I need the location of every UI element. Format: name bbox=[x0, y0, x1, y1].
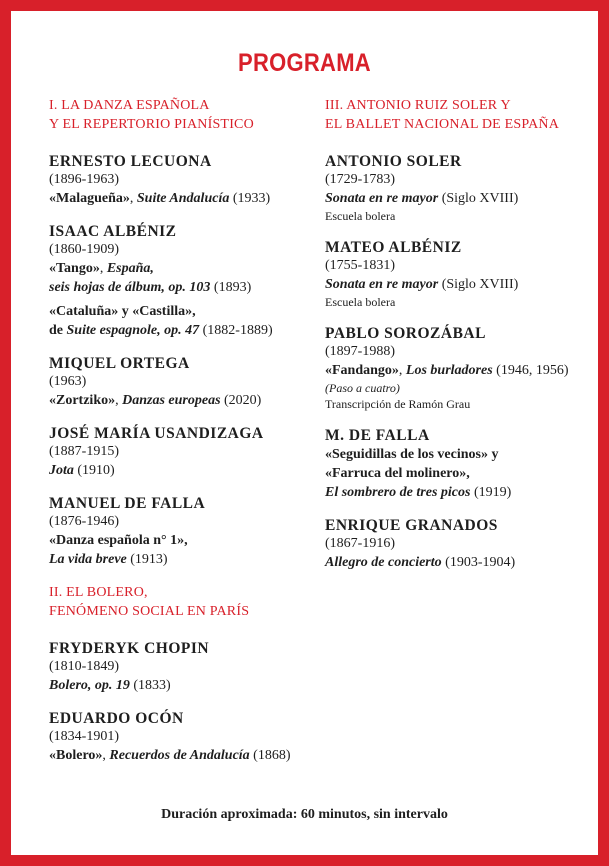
composer-name: FRYDERYK CHOPIN bbox=[49, 640, 210, 657]
duration-footer: Duración aproximada: 60 minutos, sin intervalo bbox=[161, 807, 448, 822]
work-separator: , bbox=[129, 191, 137, 206]
work-collection: Suite Andalucía bbox=[136, 191, 230, 206]
work-date: (1910) bbox=[73, 463, 115, 478]
composer-name: PABLO SOROZÁBAL bbox=[325, 325, 486, 342]
section-heading-line: III. ANTONIO RUIZ SOLER Y bbox=[325, 98, 511, 113]
work-note: Transcripción de Ramón Grau bbox=[325, 397, 471, 411]
work-collection: Recuerdos de Andalucía bbox=[109, 748, 250, 763]
work-line bbox=[49, 278, 317, 297]
work-date: (1903-1904) bbox=[441, 555, 516, 570]
work-date: (1868) bbox=[249, 748, 291, 763]
work-date: (1919) bbox=[470, 485, 512, 500]
section-heading-line: II. EL BOLERO, bbox=[49, 585, 148, 600]
work-note: Escuela bolera bbox=[325, 295, 396, 309]
section-heading-2 bbox=[49, 583, 317, 621]
page-title: PROGRAMA bbox=[238, 49, 371, 77]
entry-m-de-falla bbox=[325, 426, 585, 502]
entry-ortega bbox=[49, 354, 317, 410]
composer-name: EDUARDO OCÓN bbox=[49, 710, 184, 727]
left-column bbox=[49, 96, 317, 779]
work-title: «Bolero» bbox=[49, 748, 103, 763]
work-collection: El sombrero de tres picos bbox=[325, 485, 471, 500]
work-title: «Tango» bbox=[49, 261, 100, 276]
composer-name: ISAAC ALBÉNIZ bbox=[49, 223, 177, 240]
section-heading-line: Y EL REPERTORIO PIANÍSTICO bbox=[49, 117, 254, 132]
section-heading-3 bbox=[325, 96, 585, 134]
composer-years: (1896-1963) bbox=[49, 172, 119, 187]
entry-mateo-albeniz bbox=[325, 238, 585, 310]
composer-years: (1887-1915) bbox=[49, 444, 119, 459]
composer-years: (1729-1783) bbox=[325, 172, 395, 187]
work-line bbox=[49, 531, 317, 550]
entry-ocon bbox=[49, 709, 317, 765]
entry-manuel-de-falla bbox=[49, 494, 317, 569]
work-date: (1882-1889) bbox=[199, 323, 273, 338]
work-collection: España, bbox=[106, 261, 154, 276]
work-collection: Sonata en re mayor bbox=[325, 191, 439, 206]
work-title: «Zortziko» bbox=[49, 393, 116, 408]
work-line bbox=[49, 321, 317, 340]
entry-usandizaga bbox=[49, 424, 317, 480]
composer-years: (1876-1946) bbox=[49, 514, 119, 529]
work-line bbox=[49, 461, 317, 480]
composer-years: (1897-1988) bbox=[325, 344, 395, 359]
work-collection: Suite espagnole, op. 47 bbox=[66, 323, 200, 338]
work-date: (1933) bbox=[229, 191, 271, 206]
work-collection: Los burladores bbox=[405, 363, 493, 378]
section-heading-1 bbox=[49, 96, 317, 134]
composer-years: (1834-1901) bbox=[49, 729, 119, 744]
work-separator: , bbox=[115, 393, 123, 408]
program-page bbox=[11, 11, 598, 855]
composer-name: ENRIQUE GRANADOS bbox=[325, 517, 498, 534]
work-date: (1913) bbox=[126, 552, 168, 567]
entry-granados bbox=[325, 516, 585, 572]
right-column bbox=[325, 96, 585, 586]
composer-years: (1867-1916) bbox=[325, 536, 395, 551]
entry-soler bbox=[325, 152, 585, 224]
work-date: (1946, 1956) bbox=[492, 363, 569, 378]
composer-name: M. DE FALLA bbox=[325, 427, 430, 444]
work-note: Escuela bolera bbox=[325, 209, 396, 223]
work-title: «Fandango» bbox=[325, 363, 399, 378]
work-collection: seis hojas de álbum, op. 103 bbox=[49, 280, 211, 295]
composer-years: (1963) bbox=[49, 374, 87, 389]
composer-name: ERNESTO LECUONA bbox=[49, 153, 212, 170]
work-title: «Seguidillas de los vecinos» y bbox=[325, 447, 499, 462]
section-heading-line: EL BALLET NACIONAL DE ESPAÑA bbox=[325, 117, 560, 132]
work-date: (1893) bbox=[210, 280, 252, 295]
work-collection: Bolero, op. 19 bbox=[49, 678, 130, 693]
composer-name: MANUEL DE FALLA bbox=[49, 495, 206, 512]
work-date: (1833) bbox=[129, 678, 171, 693]
composer-years: (1810-1849) bbox=[49, 659, 119, 674]
work-collection: La vida breve bbox=[49, 552, 127, 567]
work-line bbox=[325, 553, 585, 572]
work-line bbox=[49, 189, 317, 208]
entry-lecuona bbox=[49, 152, 317, 208]
work-line bbox=[49, 550, 317, 569]
work-line bbox=[325, 445, 585, 464]
work-collection: Sonata en re mayor bbox=[325, 277, 439, 292]
work-line bbox=[49, 676, 317, 695]
composer-name: MATEO ALBÉNIZ bbox=[325, 239, 462, 256]
work-title: «Danza española n° 1», bbox=[49, 533, 188, 548]
section-heading-line: I. LA DANZA ESPAÑOLA bbox=[49, 98, 210, 113]
entry-isaac-albeniz bbox=[49, 222, 317, 340]
work-note-italic: (Paso a cuatro) bbox=[325, 381, 400, 395]
composer-name: JOSÉ MARÍA USANDIZAGA bbox=[49, 425, 264, 442]
work-title: «Farruca del molinero», bbox=[325, 466, 470, 481]
work-date: (2020) bbox=[220, 393, 262, 408]
work-line bbox=[325, 275, 585, 294]
work-separator: , bbox=[99, 261, 107, 276]
composer-name: MIQUEL ORTEGA bbox=[49, 355, 190, 372]
work-line bbox=[49, 302, 317, 321]
entry-sorozabal bbox=[325, 324, 585, 412]
entry-chopin bbox=[49, 639, 317, 695]
work-title: «Cataluña» y «Castilla», bbox=[49, 304, 196, 319]
work-line bbox=[49, 746, 317, 765]
work-line bbox=[325, 464, 585, 483]
work-line bbox=[325, 189, 585, 208]
work-collection: Danzas europeas bbox=[122, 393, 221, 408]
work-collection: Allegro de concierto bbox=[325, 555, 442, 570]
work-separator: , bbox=[102, 748, 110, 763]
work-date: (Siglo XVIII) bbox=[438, 277, 519, 292]
work-line bbox=[325, 483, 585, 502]
work-prefix: de bbox=[49, 323, 67, 338]
work-line bbox=[49, 259, 317, 278]
composer-years: (1755-1831) bbox=[325, 258, 395, 273]
work-separator: , bbox=[398, 363, 406, 378]
work-date: (Siglo XVIII) bbox=[438, 191, 519, 206]
section-heading-line: FENÓMENO SOCIAL EN PARÍS bbox=[49, 604, 250, 619]
work-line bbox=[49, 391, 317, 410]
work-line bbox=[325, 361, 585, 380]
composer-years: (1860-1909) bbox=[49, 242, 119, 257]
work-collection: Jota bbox=[49, 463, 74, 478]
work-title: «Malagueña» bbox=[49, 191, 130, 206]
composer-name: ANTONIO SOLER bbox=[325, 153, 462, 170]
